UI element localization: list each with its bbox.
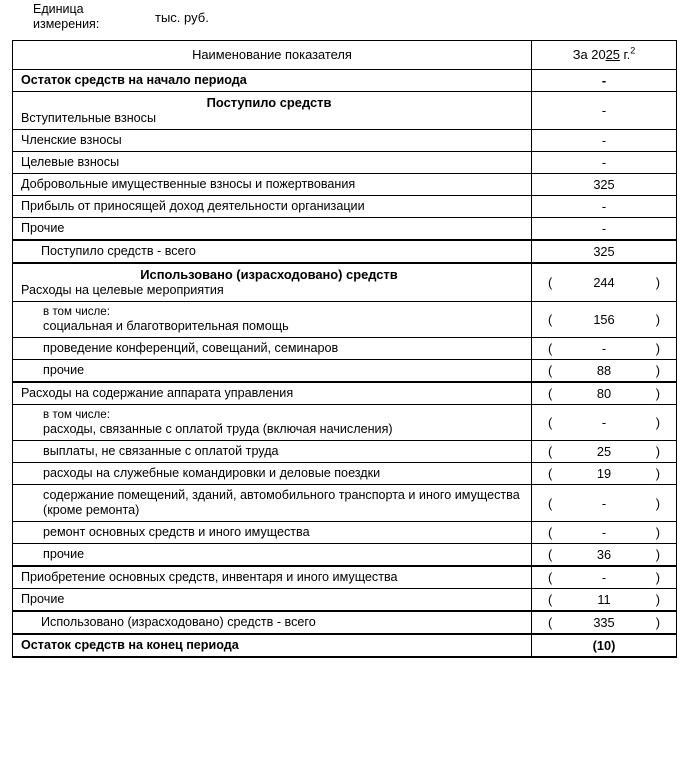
row-label-text: Остаток средств на начало периода: [21, 73, 247, 87]
row-value-content: [532, 241, 676, 262]
row-label-content: [13, 302, 531, 337]
row-label-content: [13, 174, 531, 195]
left-paren: (: [548, 525, 553, 540]
row-label-content: [13, 92, 531, 129]
row-label-content: [13, 405, 531, 440]
row-label-cell: [13, 634, 532, 657]
row-label-text: социальная и благотворительная помощь: [43, 319, 289, 333]
row-label-cell: [13, 360, 532, 383]
parenthesized-value: [532, 496, 676, 511]
row-label-cell: [13, 196, 532, 218]
table-row: [13, 360, 677, 383]
row-label-cell: [13, 382, 532, 405]
left-paren: (: [548, 615, 553, 630]
section-header-label: Использовано (израсходовано) средств: [140, 267, 398, 282]
row-value-number: -: [601, 199, 607, 214]
parenthesized-value: [532, 275, 676, 290]
row-label-content: [13, 463, 531, 484]
table-header-row: [13, 41, 677, 70]
table-row: [13, 441, 677, 463]
parenthesized-value: [532, 570, 676, 585]
row-label-text: Использовано (израсходовано) средств - всего: [41, 615, 316, 629]
row-value-cell: [532, 634, 677, 657]
left-paren: (: [548, 312, 553, 327]
right-paren: ): [655, 415, 660, 430]
row-label-cell: [13, 152, 532, 174]
row-value-number: -: [601, 341, 607, 356]
row-label-text: Прочие: [21, 221, 65, 235]
row-label-text: Остаток средств на конец периода: [21, 638, 239, 652]
header-indicator-name-text: Наименование показателя: [192, 47, 352, 62]
row-label-text: Поступило средств - всего: [41, 244, 196, 258]
row-value-content: [532, 174, 676, 195]
unit-of-measure-block: [0, 0, 700, 40]
table-row: [13, 405, 677, 441]
row-label-text: Целевые взносы: [21, 155, 120, 169]
right-paren: ): [655, 341, 660, 356]
right-paren: ): [655, 592, 660, 607]
row-value-cell: [532, 240, 677, 263]
table-row: [13, 485, 677, 522]
unit-label-line1: Единица: [33, 2, 84, 16]
row-label-content: [13, 218, 531, 239]
row-label-cell: [13, 338, 532, 360]
row-value-content: [532, 152, 676, 173]
row-label-cell: [13, 240, 532, 263]
row-value-cell: [532, 196, 677, 218]
row-label-content: [13, 241, 531, 262]
table-row: [13, 152, 677, 174]
row-label-text: расходы, связанные с оплатой труда (включая начисления): [43, 422, 393, 436]
parenthesized-value: [532, 363, 676, 378]
row-label-text: Прибыль от приносящей доход деятельности организации: [21, 199, 365, 213]
row-value-content: [532, 635, 676, 656]
row-label-text: Прочие: [21, 592, 65, 606]
row-value-cell: [532, 360, 677, 383]
table-row: [13, 130, 677, 152]
row-label-cell: [13, 589, 532, 612]
table-row: [13, 522, 677, 544]
row-label-cell: [13, 566, 532, 589]
row-label-text: Вступительные взносы: [21, 111, 157, 125]
table-row: [13, 263, 677, 302]
parenthesized-value: [532, 444, 676, 459]
right-paren: ): [655, 312, 660, 327]
row-label-cell: [13, 522, 532, 544]
right-paren: ): [655, 495, 660, 511]
row-label-content: [13, 338, 531, 359]
unit-of-measure-label: [33, 2, 143, 32]
left-paren: (: [548, 466, 553, 481]
row-value-cell: [532, 338, 677, 360]
row-value-content: [532, 272, 676, 293]
left-paren: (: [548, 547, 553, 562]
row-label-cell: [13, 485, 532, 522]
section-header-label: Поступило средств: [206, 95, 332, 110]
row-value-content: [532, 338, 676, 359]
row-value-number: 325: [593, 177, 615, 192]
right-paren: ): [655, 386, 660, 401]
row-value-content: [532, 100, 676, 121]
row-value-number: 80: [596, 386, 612, 401]
row-value-content: [532, 612, 676, 633]
row-value-number: -: [601, 155, 607, 170]
row-value-number: 25: [596, 444, 612, 459]
row-value-content: [532, 360, 676, 381]
row-value-content: [532, 567, 676, 588]
left-paren: (: [548, 570, 553, 585]
row-label-content: [13, 383, 531, 404]
row-label-cell: [13, 218, 532, 241]
left-paren: (: [548, 495, 553, 511]
left-paren: (: [548, 415, 553, 430]
table-row: [13, 92, 677, 130]
row-label-content: [13, 544, 531, 565]
row-value-cell: [532, 463, 677, 485]
report-table-wrapper: [12, 40, 676, 658]
left-paren: (: [548, 592, 553, 607]
header-cell-indicator-name: [13, 41, 532, 70]
row-label-text: прочие: [43, 547, 85, 561]
row-label-text: Добровольные имущественные взносы и пожертвования: [21, 177, 356, 191]
row-label-text: содержание помещений, зданий, автомобильного транспорта и иного имущества (кроме ремонта): [43, 488, 520, 517]
row-label-cell: [13, 544, 532, 567]
row-value-number: 19: [596, 466, 612, 481]
row-label-text: Членские взносы: [21, 133, 122, 147]
row-label-content: [13, 196, 531, 217]
right-paren: ): [655, 466, 660, 481]
row-value-number: -: [601, 133, 607, 148]
row-label-cell: [13, 611, 532, 634]
row-label-text: Расходы на целевые мероприятия: [21, 283, 224, 297]
row-value-cell: [532, 70, 677, 92]
row-value-content: [532, 441, 676, 462]
row-value-number: 11: [597, 592, 611, 607]
header-period-suffix: г.: [619, 47, 631, 62]
row-label-content: [13, 152, 531, 173]
row-label-cell: [13, 463, 532, 485]
row-value-content: [532, 309, 676, 330]
row-label-content: [13, 485, 531, 521]
row-label-cell: [13, 130, 532, 152]
row-subnote-label: в том числе:: [43, 408, 110, 421]
row-label-text: Расходы на содержание аппарата управления: [21, 386, 294, 400]
left-paren: (: [548, 444, 553, 459]
row-label-content: [13, 612, 531, 633]
row-value-content: [532, 522, 676, 543]
table-row: [13, 70, 677, 92]
row-label-cell: [13, 174, 532, 196]
row-value-number: -: [601, 525, 607, 540]
table-row: [13, 196, 677, 218]
table-row: [13, 382, 677, 405]
parenthesized-value: [532, 547, 676, 562]
row-value-cell: [532, 218, 677, 241]
row-value-content: [532, 196, 676, 217]
table-row: [13, 463, 677, 485]
row-value-cell: [532, 130, 677, 152]
row-value-cell: [532, 441, 677, 463]
left-paren: (: [548, 341, 553, 356]
row-label-content: [13, 589, 531, 610]
parenthesized-value: [532, 341, 676, 356]
parenthesized-value: [532, 415, 676, 430]
left-paren: (: [548, 275, 553, 290]
row-value-number: 156: [593, 312, 615, 327]
row-value-number: 36: [596, 547, 612, 562]
table-row: [13, 634, 677, 657]
row-value-cell: [532, 152, 677, 174]
right-paren: ): [655, 275, 660, 290]
row-label-content: [13, 70, 531, 91]
row-subnote-label: в том числе:: [43, 305, 110, 318]
table-row: [13, 566, 677, 589]
row-label-content: [13, 441, 531, 462]
row-label-content: [13, 635, 531, 656]
header-period-prefix: За 20: [572, 47, 606, 62]
row-label-content: [13, 264, 531, 301]
right-paren: ): [655, 615, 660, 630]
row-value-cell: [532, 382, 677, 405]
row-label-content: [13, 130, 531, 151]
table-row: [13, 302, 677, 338]
row-value-content: [532, 589, 676, 610]
row-label-text: проведение конференций, совещаний, семинаров: [43, 341, 339, 355]
table-row: [13, 174, 677, 196]
row-label-content: [13, 360, 531, 381]
right-paren: ): [655, 570, 660, 585]
row-value-cell: [532, 302, 677, 338]
row-label-content: [13, 567, 531, 588]
parenthesized-value: [532, 525, 676, 540]
row-value-content: [532, 463, 676, 484]
row-value-number: -: [601, 103, 607, 118]
right-paren: ): [655, 547, 660, 562]
row-value-number: 335: [593, 615, 615, 630]
report-table: [12, 40, 677, 658]
row-value-number: -: [601, 221, 607, 236]
table-row: [13, 611, 677, 634]
left-paren: (: [548, 386, 553, 401]
unit-of-measure-value: тыс. руб.: [155, 10, 209, 25]
row-label-cell: [13, 70, 532, 92]
right-paren: ): [655, 444, 660, 459]
table-row: [13, 240, 677, 263]
parenthesized-value: [532, 466, 676, 481]
unit-label-line2: измерения:: [33, 17, 100, 31]
table-row: [13, 544, 677, 567]
table-body: [13, 70, 677, 658]
table-row: [13, 589, 677, 612]
row-value-cell: [532, 611, 677, 634]
row-value-number: 325: [593, 244, 615, 259]
row-label-cell: [13, 441, 532, 463]
row-label-text: прочие: [43, 363, 85, 377]
right-paren: ): [655, 363, 660, 378]
row-label-cell: [13, 92, 532, 130]
row-value-content: [532, 493, 676, 514]
row-label-content: [13, 522, 531, 543]
row-label-text: Приобретение основных средств, инвентаря и иного имущества: [21, 570, 398, 584]
row-value-number: -: [601, 73, 607, 88]
row-value-cell: [532, 485, 677, 522]
table-header: [13, 41, 677, 70]
row-label-text: ремонт основных средств и иного имущества: [43, 525, 310, 539]
row-value-content: [532, 218, 676, 239]
row-value-cell: [532, 589, 677, 612]
footnote-marker: 2: [630, 45, 636, 56]
parenthesized-value: [532, 386, 676, 401]
row-value-cell: [532, 405, 677, 441]
table-row: [13, 338, 677, 360]
row-value-number: -: [601, 415, 607, 430]
row-value-content: [532, 412, 676, 433]
row-value-number: 88: [596, 363, 612, 378]
right-paren: ): [655, 525, 660, 540]
row-label-cell: [13, 405, 532, 441]
table-row: [13, 218, 677, 241]
row-value-number: -: [601, 495, 607, 511]
row-value-content: [532, 383, 676, 404]
row-value-number: (10): [592, 638, 616, 653]
parenthesized-value: [532, 615, 676, 630]
row-value-number: -: [601, 570, 607, 585]
row-label-text: выплаты, не связанные с оплатой труда: [43, 444, 279, 458]
header-period-year: 25: [605, 47, 620, 62]
header-cell-period: [532, 41, 677, 70]
row-value-cell: [532, 522, 677, 544]
row-value-content: [532, 130, 676, 151]
row-label-cell: [13, 302, 532, 338]
row-label-text: расходы на служебные командировки и деловые поездки: [43, 466, 381, 480]
left-paren: (: [548, 363, 553, 378]
row-label-cell: [13, 263, 532, 302]
row-value-content: [532, 544, 676, 565]
parenthesized-value: [532, 312, 676, 327]
parenthesized-value: [532, 592, 676, 607]
row-value-cell: [532, 174, 677, 196]
row-value-cell: [532, 263, 677, 302]
header-period-text: [532, 41, 676, 69]
row-value-cell: [532, 92, 677, 130]
row-value-cell: [532, 544, 677, 567]
row-value-content: [532, 70, 676, 91]
row-value-cell: [532, 566, 677, 589]
row-value-number: 244: [593, 275, 615, 290]
